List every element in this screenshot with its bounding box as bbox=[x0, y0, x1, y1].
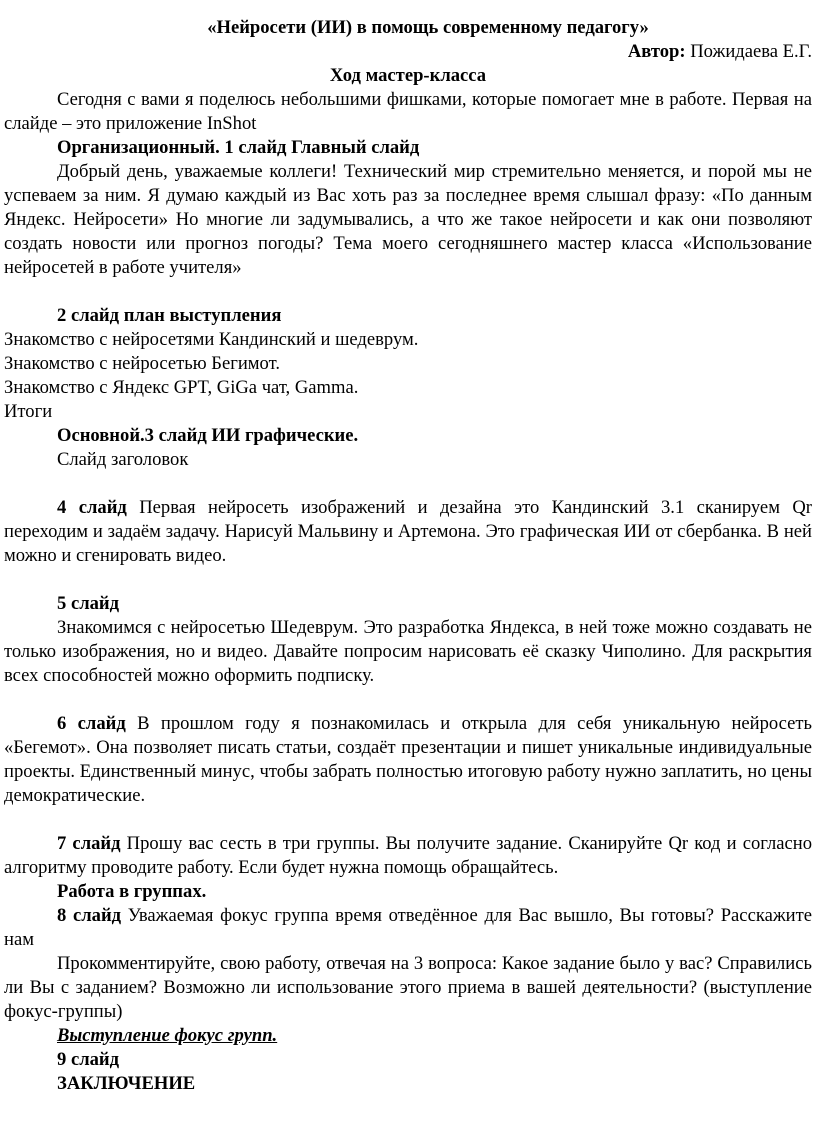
slide2-heading: 2 слайд план выступления bbox=[57, 305, 282, 326]
spacer bbox=[4, 808, 812, 832]
slide3-text: Слайд заголовок bbox=[57, 449, 189, 470]
author-name: Пожидаева Е.Г. bbox=[690, 41, 812, 62]
conclusion-heading: ЗАКЛЮЧЕНИЕ bbox=[57, 1073, 196, 1094]
author-line bbox=[4, 40, 812, 64]
main-heading: Основной.3 слайд ИИ графические. bbox=[57, 425, 359, 446]
plan-item: Итоги bbox=[4, 401, 53, 422]
slide8-text: Уважаемая фокус группа время отведённое для Вас вышло, Вы готовы? Расскажите нам bbox=[4, 905, 812, 950]
slide8-paragraph bbox=[4, 904, 812, 952]
slide9-label: 9 слайд bbox=[57, 1049, 120, 1070]
slide5-paragraph: Знакомимся с нейросетью Шедеврум. Это разработка Яндекса, в ней тоже можно создавать не только изображения, но и видео. Давайте попросим нарисовать её сказку Чиполино. Для раскрытия всех способностей можно оформить подписку. bbox=[4, 617, 812, 686]
spacer bbox=[4, 472, 812, 496]
slide8-label: 8 слайд bbox=[57, 905, 122, 926]
slide7-text: Прошу вас сесть в три группы. Вы получите задание. Сканируйте Qr код и согласно алгоритму проводите работу. Если будет нужна помощь обращайтесь. bbox=[4, 833, 813, 878]
plan-item: Знакомство с Яндекс GPT, GiGa чат, Gamma. bbox=[4, 377, 359, 398]
slide4-paragraph bbox=[4, 496, 812, 568]
slide6-paragraph bbox=[4, 712, 812, 808]
author-label: Автор: bbox=[627, 41, 686, 62]
slide5-label: 5 слайд bbox=[57, 593, 120, 614]
groups-heading: Работа в группах. bbox=[57, 881, 207, 902]
org-paragraph: Добрый день, уважаемые коллеги! Технический мир стремительно меняется, и порой мы не успеваем за ним. Я думаю каждый из Вас хоть раз за последнее время слышал фразу: «По данным Яндекс. Нейросети» Но многие ли задумывались, а что же такое нейросети и как они позволяют создать новости или прогноз погоды? Тема моего сегодняшнего мастер класса «Использование нейросетей в работе учителя» bbox=[4, 161, 812, 278]
slide4-text: Первая нейросеть изображений и дезайна это Кандинский 3.1 сканируем Qr переходим и задаём задачу. Нарисуй Мальвину и Артемона. Это графическая ИИ от сбербанка. В ней можно и сгенировать видео. bbox=[4, 497, 812, 566]
slide7-paragraph bbox=[4, 832, 812, 880]
slide6-text: В прошлом году я познакомилась и открыла для себя уникальную нейросеть «Бегемот». Она позволяет писать статьи, создаёт презентации и пишет уникальные индивидуальные проекты. Единственный минус, чтобы забрать полностью итоговую работу нужно заплатить, но цены демократические. bbox=[4, 713, 813, 806]
plan-item: Знакомство с нейросетью Бегимот. bbox=[4, 353, 280, 374]
spacer bbox=[4, 280, 812, 304]
org-heading: Организационный. 1 слайд Главный слайд bbox=[57, 137, 420, 158]
slide7-label: 7 слайд bbox=[57, 833, 121, 854]
slide6-label: 6 слайд bbox=[57, 713, 126, 734]
spacer bbox=[4, 568, 812, 592]
slide4-label: 4 слайд bbox=[57, 497, 127, 518]
spacer bbox=[4, 688, 812, 712]
section-heading: Ход мастер-класса bbox=[329, 65, 487, 86]
intro-paragraph: Сегодня с вами я поделюсь небольшими фишками, которые помогает мне в работе. Первая на слайде – это приложение InShot bbox=[4, 89, 812, 134]
focus-heading: Выступление фокус групп. bbox=[57, 1025, 278, 1046]
document-title: «Нейросети (ИИ) в помощь современному педагогу» bbox=[207, 17, 649, 38]
plan-item: Знакомство с нейросетями Кандинский и шедеврум. bbox=[4, 329, 419, 350]
comment-paragraph: Прокомментируйте, свою работу, отвечая на 3 вопроса: Какое задание было у вас? Справились ли Вы с заданием? Возможно ли использование этого приема в вашей деятельности? (выступление фокус-группы) bbox=[4, 953, 812, 1022]
